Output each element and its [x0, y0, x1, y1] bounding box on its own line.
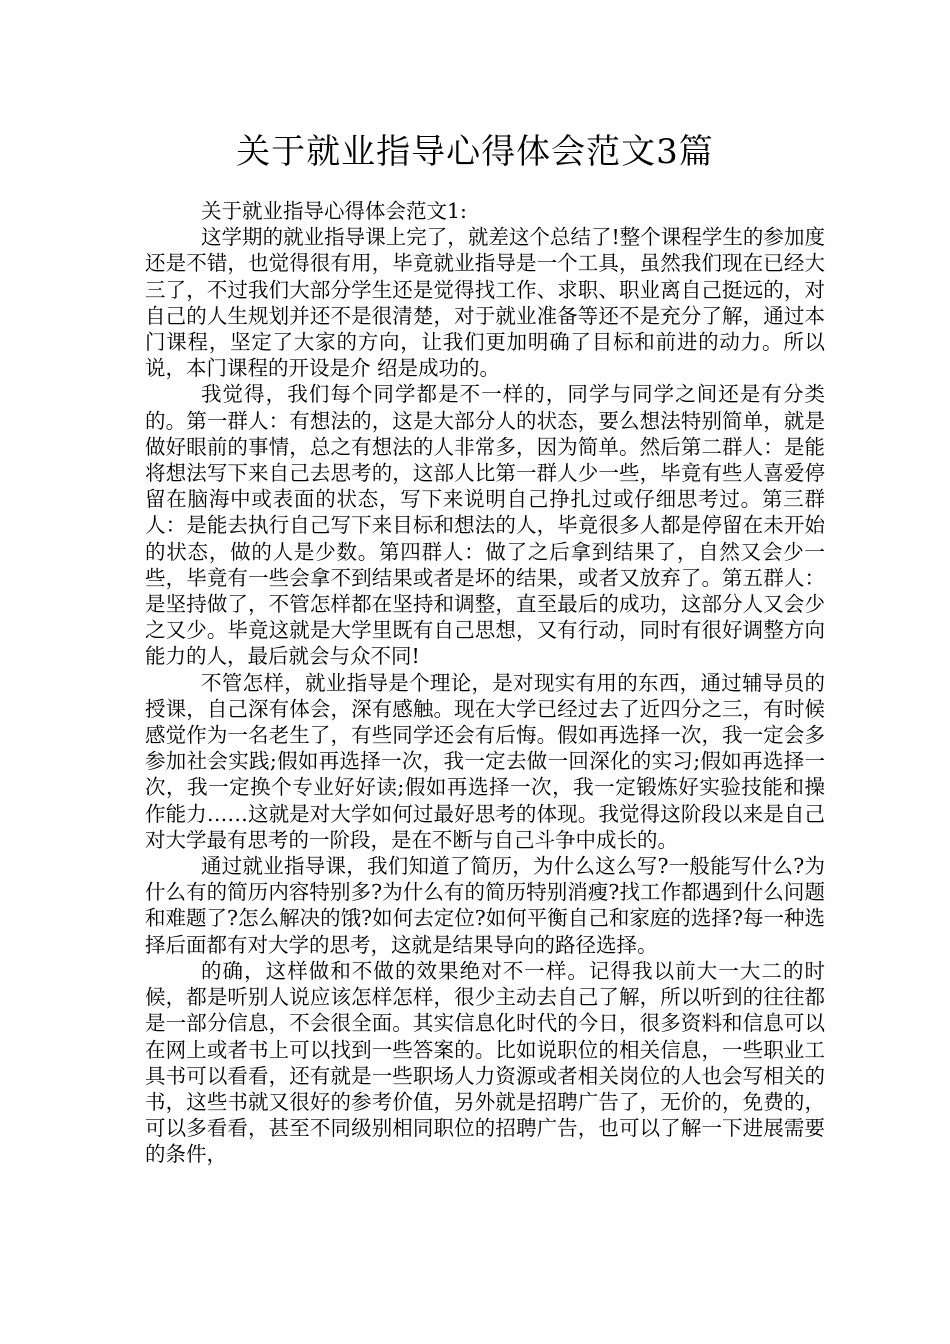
- paragraph-4: 通过就业指导课，我们知道了简历，为什么这么写?一般能写什么?为什么有的简历内容特别多?为什么有的简历特别消瘦?找工作都遇到什么问题和难题了?怎么解决的饿?如何去定位?如何平衡自己和家庭的选择?每一种选择后面都有对大学的思考，这就是结果导向的路径选择。: [145, 854, 825, 957]
- section-heading: 关于就业指导心得体会范文1:: [201, 199, 467, 223]
- paragraph-2: 我觉得，我们每个同学都是不一样的，同学与同学之间还是有分类的。第一群人：有想法的，这是大部分人的状态，要么想法特别简单，就是做好眼前的事情，总之有想法的人非常多，因为简单。然后第二群人：是能将想法写下来自己去思考的，这部人比第一群人少一些，毕竟有些人喜爱停留在脑海中或表面的状态，写下来说明自己挣扎过或仔细思考过。第三群人：是能去执行自己写下来目标和想法的人，毕竟很多人都是停留在未开始的状态，做的人是少数。第四群人：做了之后拿到结果了，自然又会少一些，毕竟有一些会拿不到结果或者是坏的结果，或者又放弃了。第五群人：是坚持做了，不管怎样都在坚持和调整，直至最后的成功，这部分人又会少之又少。毕竟这就是大学里既有自己思想，又有行动，同时有很好调整方向能力的人，最后就会与众不同!: [145, 382, 825, 669]
- document-title: 关于就业指导心得体会范文3篇: [236, 132, 714, 172]
- paragraph-3: 不管怎样，就业指导是个理论，是对现实有用的东西，通过辅导员的授课，自己深有体会，深有感触。现在大学已经过去了近四分之三，有时候感觉作为一名老生了，有些同学还会有后悔。假如再选择一次，我一定会多参加社会实践;假如再选择一次，我一定去做一回深化的实习;假如再选择一次，我一定换个专业好好读;假如再选择一次，我一定锻炼好实验技能和操作能力……这就是对大学如何过最好思考的体现。我觉得这阶段以来是自己对大学最有思考的一阶段，是在不断与自己斗争中成长的。: [145, 670, 825, 852]
- document-body: [145, 198, 825, 1168]
- paragraph-5: 的确，这样做和不做的效果绝对不一样。记得我以前大一大二的时候，都是听别人说应该怎样怎样，很少主动去自己了解，所以听到的往往都是一部分信息，不会很全面。其实信息化时代的今日，很多资料和信息可以在网上或者书上可以找到一些答案的。比如说职位的相关信息，一些职业工具书可以看看，还有就是一些职场人力资源或者相关岗位的人也会写相关的书，这些书就又很好的参考价值，另外就是招聘广告了，无价的，免费的，可以多看看，甚至不同级别相同职位的招聘广告，也可以了解一下进展需要的条件，: [145, 958, 825, 1167]
- paragraph-1: 这学期的就业指导课上完了，就差这个总结了!整个课程学生的参加度还是不错，也觉得很有用，毕竟就业指导是一个工具，虽然我们现在已经大三了，不过我们大部分学生还是觉得找工作、求职、职业离自己挺远的，对自己的人生规划并还不是很清楚，对于就业准备等还不是充分了解，通过本门课程，坚定了大家的方向，让我们更加明确了目标和前进的动力。所以说，本门课程的开设是介 绍是成功的。: [145, 225, 825, 381]
